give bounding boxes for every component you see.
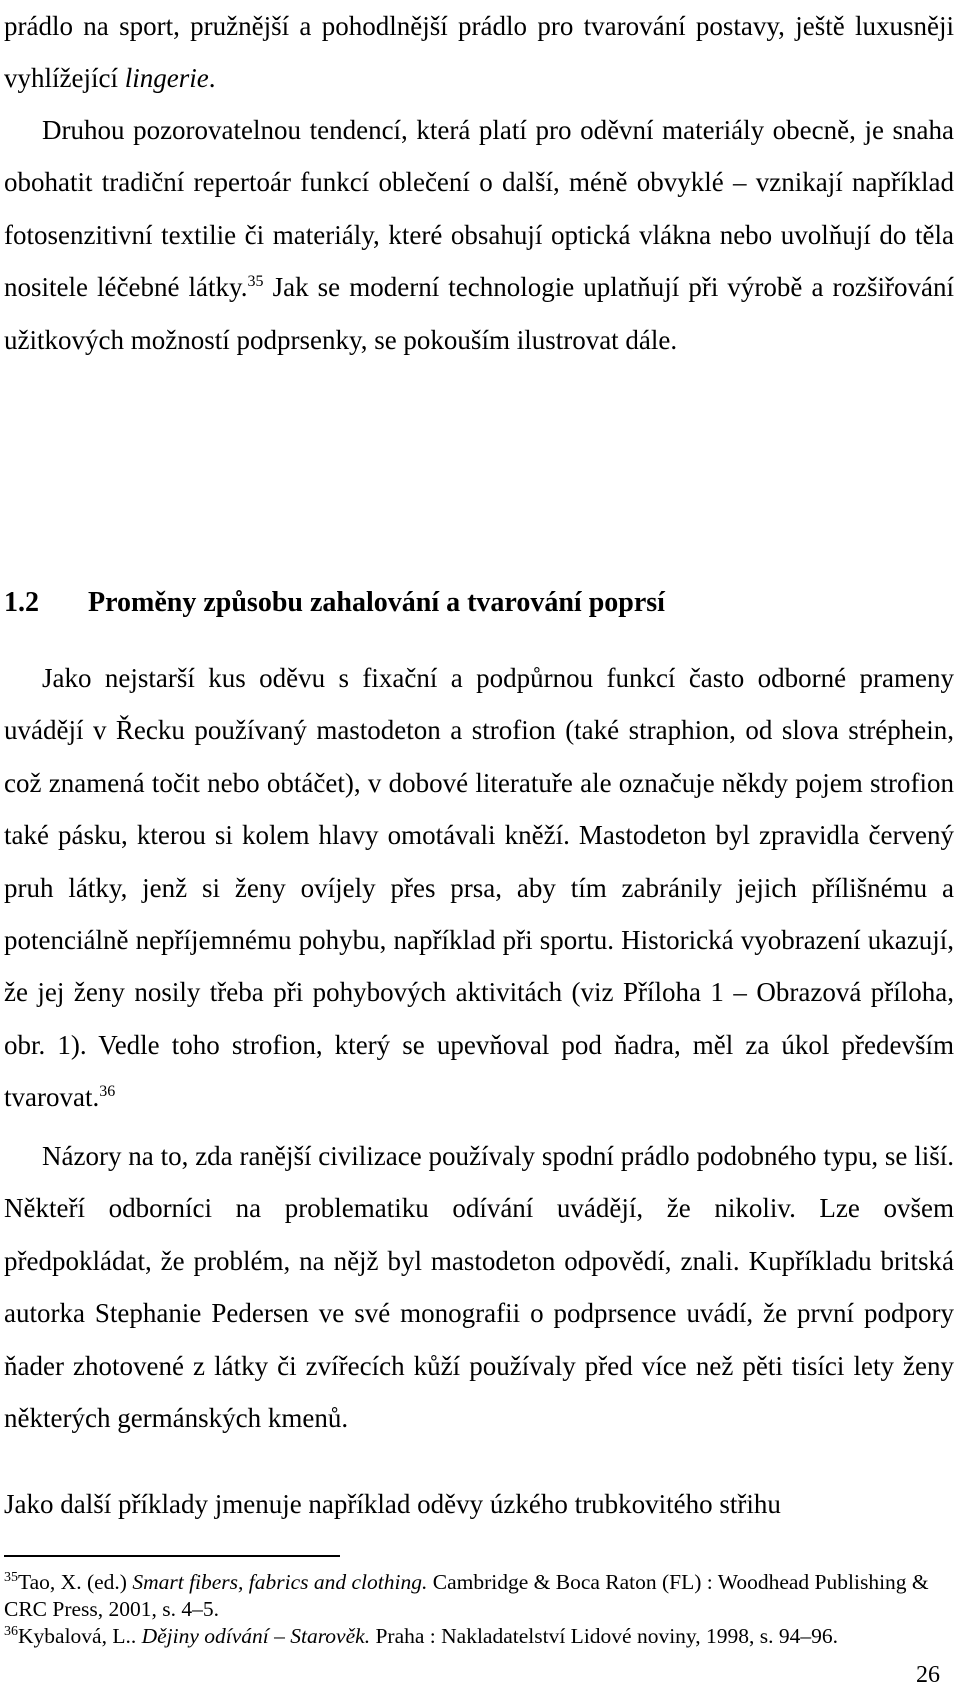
footnote-reference[interactable]: 35 — [247, 273, 264, 291]
paragraph — [4, 0, 954, 105]
footnote-reference[interactable]: 36 — [99, 1083, 116, 1101]
document-page — [4, 0, 954, 1700]
paragraph: Názory na to, zda ranější civilizace používaly spodní prádlo podobného typu, se liší. Někteří odborníci na problematiku odívání uvádějí, že nikoliv. Lze ovšem předpokládat, že problém, na nějž byl mastodeton odpovědí, znali. Kupříkladu britská autorka Stephanie Pedersen ve své monografii o podprsence uvádí, že první podpory ňader zhotovené z látky či zvířecích kůží používaly před více než pěti tisíci lety ženy některých germánských kmenů. — [4, 1141, 954, 1434]
paragraph: Jako další příklady jmenuje například oděvy úzkého trubkovitého střihu — [4, 1489, 781, 1519]
footnote-details: Praha : Nakladatelství Lidové noviny, 1998, s. 94–96. — [370, 1624, 839, 1648]
section-heading — [4, 575, 954, 635]
paragraph — [4, 652, 954, 1124]
paragraph-text: Druhou pozorovatelnou tendencí, která platí pro oděvní materiály obecně, je snaha obohatit tradiční repertoár funkcí oblečení o další, méně obvyklé – vznikají například fotosenzitivní textilie či materiály, které obsahují optická vlákna nebo uvolňují do těla nositele léčebné látky. — [4, 115, 954, 303]
footnote-author: Kybalová, L.. — [18, 1624, 142, 1648]
footnote — [4, 1569, 954, 1623]
footnote-mark: 35 — [4, 1569, 18, 1585]
italic-term: lingerie — [124, 63, 209, 94]
paragraph-text: Jako nejstarší kus oděvu s fixační a podpůrnou funkcí často odborné prameny uvádějí v Řecku používaný mastodeton a strofion (také straphion, od slova stréphein, což znamená točit nebo obtáčet), v dobové literatuře ale označuje někdy pojem strofion také pásku, kterou si kolem hlavy omotávali kněží. Mastodeton byl zpravidla červený pruh látky, jenž si ženy ovíjely přes prsa, aby tím zabránily jejich přílišnému a potenciálně nepříjemnému pohybu, například při sportu. Historická vyobrazení ukazují, že jej ženy nosily třeba při pohybových aktivitách (viz Příloha 1 – Obrazová příloha, obr. 1). Vedle toho strofion, který se upevňoval pod ňadra, měl za úkol především tvarovat. — [4, 663, 954, 1113]
footnote-title: Dějiny odívání – Starověk. — [141, 1624, 371, 1648]
footnote — [4, 1623, 954, 1650]
section-title: Proměny způsobu zahalování a tvarování poprsí — [88, 587, 665, 618]
section-number: 1.2 — [4, 587, 39, 618]
page-number: 26 — [916, 1662, 940, 1688]
paragraph-text: . — [208, 63, 216, 94]
footnote-author: Tao, X. (ed.) — [18, 1570, 133, 1594]
paragraph-text: prádlo na sport, pružnější a pohodlnější prádlo pro tvarování postavy, ještě luxusněji vyhlížející — [4, 11, 954, 94]
footnote-details: Cambridge & Boca Raton (FL) : Woodhead Publishing & CRC Press, 2001, s. 4–5. — [4, 1570, 929, 1621]
footnote-separator — [4, 1555, 340, 1557]
paragraph — [4, 104, 954, 366]
footnote-mark: 36 — [4, 1623, 18, 1639]
paragraph-text: Jak se moderní technologie uplatňují při výrobě a rozšiřování užitkových možností podprsenky, se pokouším ilustrovat dále. — [4, 272, 954, 355]
footnote-title: Smart fibers, fabrics and clothing. — [132, 1570, 428, 1594]
